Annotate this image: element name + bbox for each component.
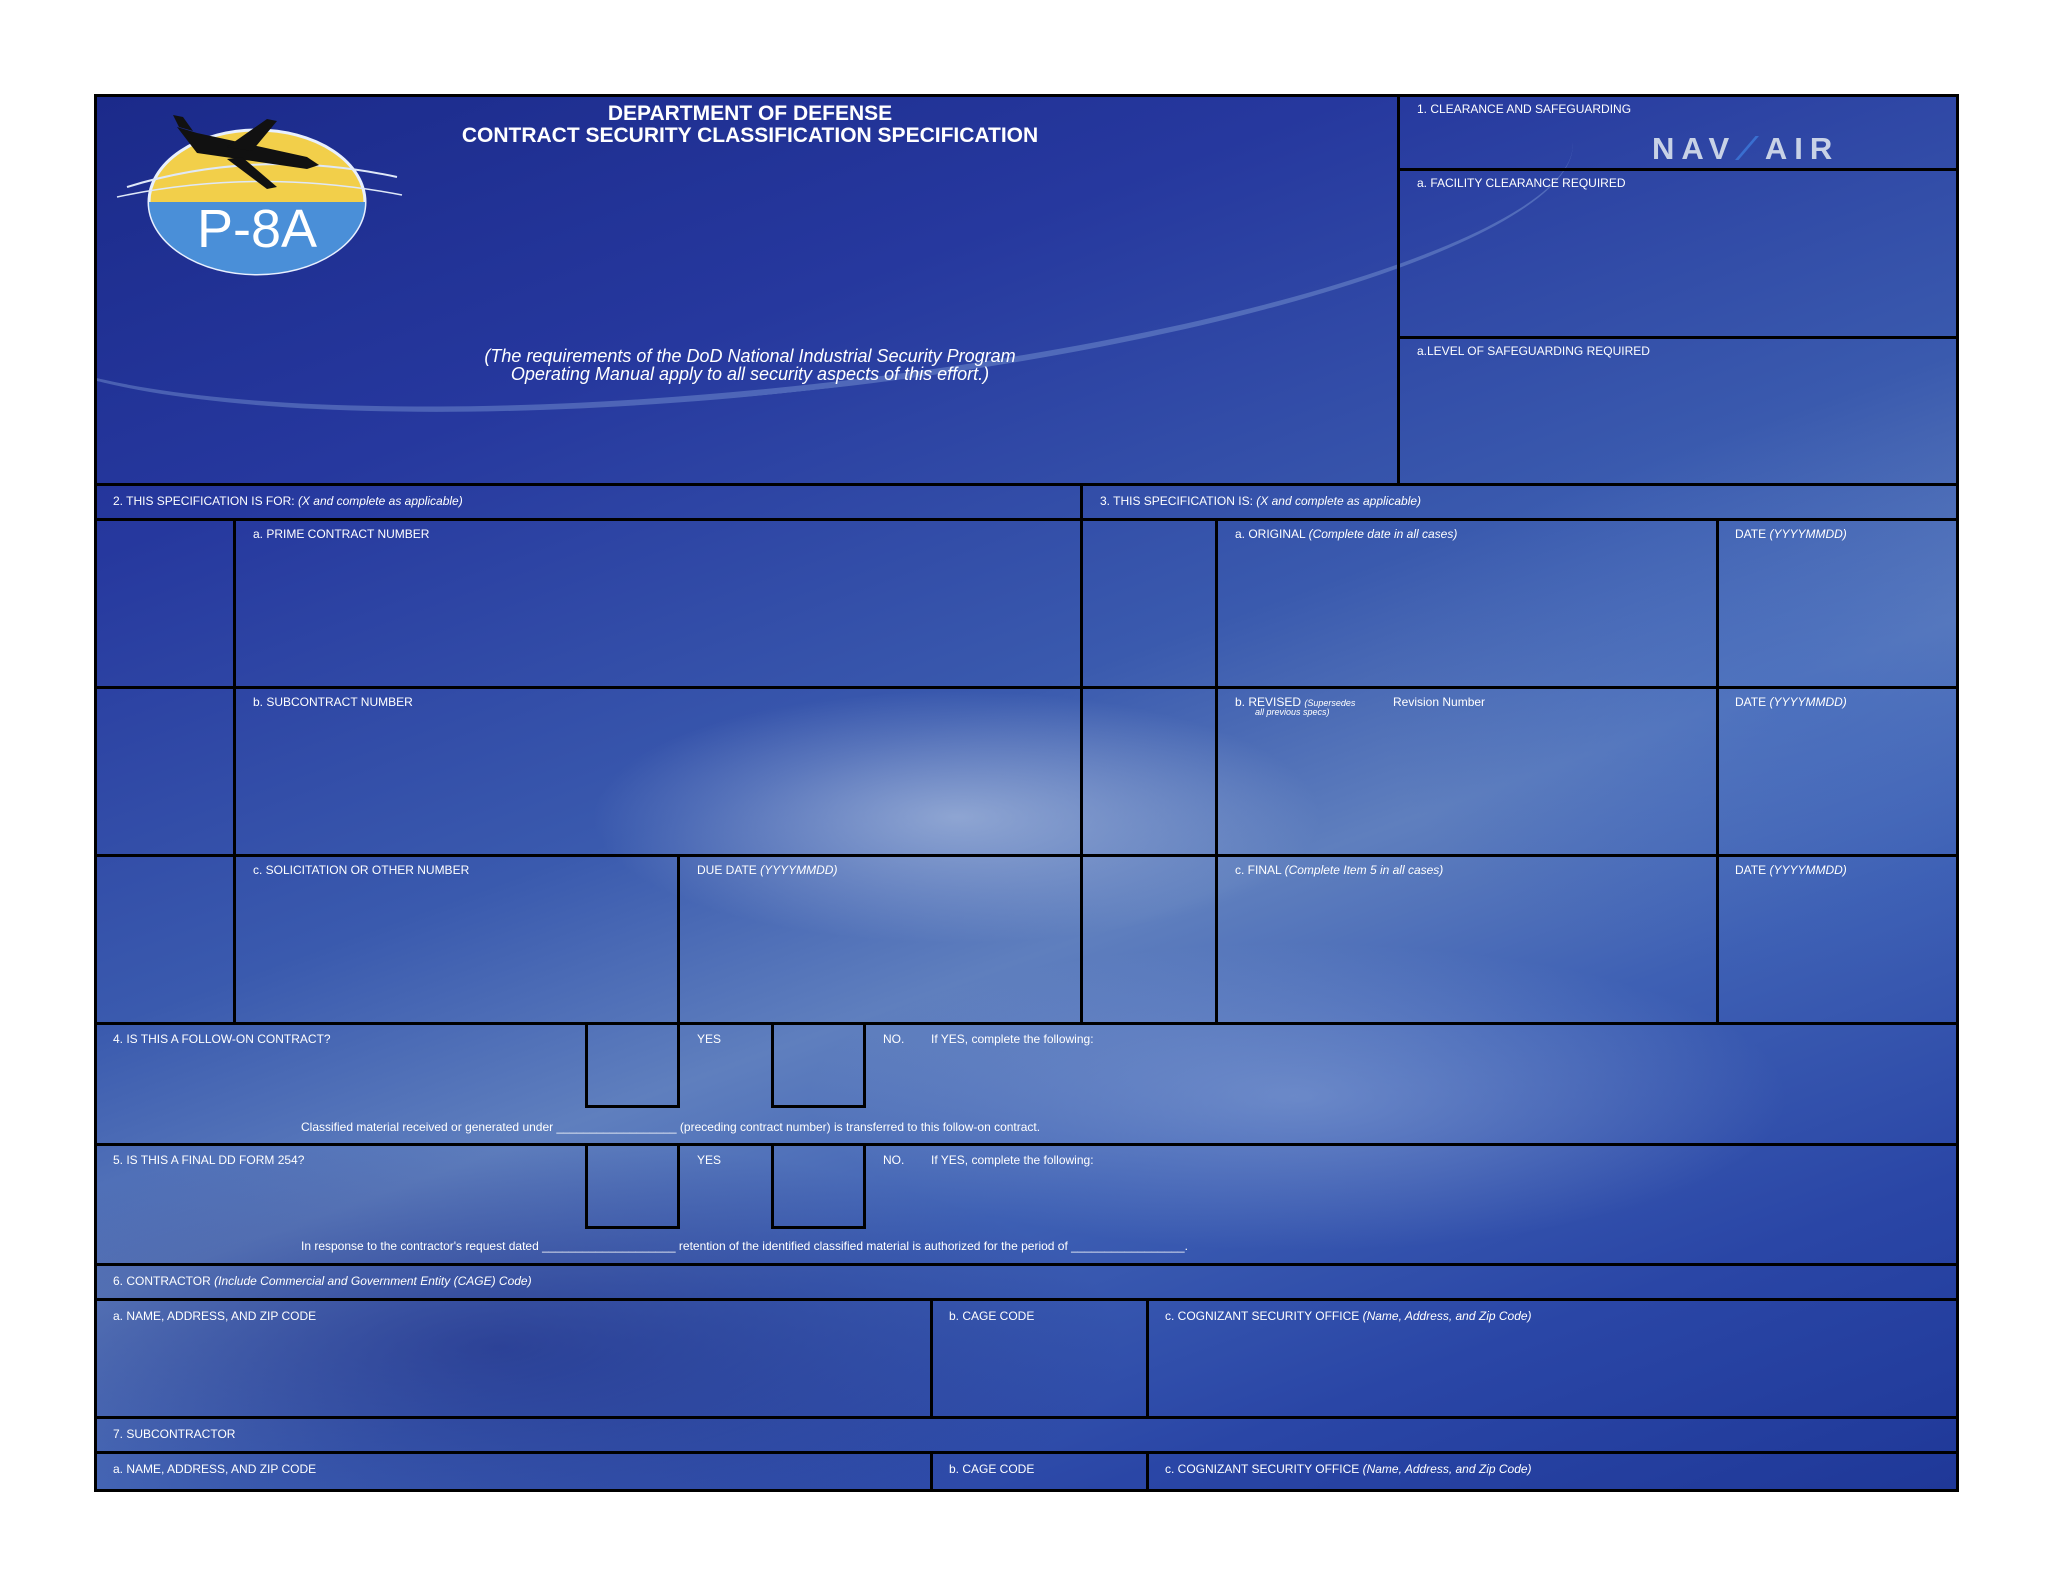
- follow-on-statement: Classified material received or generated under __________________ (preceding contract number) is transferred to this follow-on contract.: [301, 1120, 1041, 1134]
- contractor-cage-field[interactable]: [933, 1301, 1146, 1416]
- contractor-name-field[interactable]: [100, 1301, 930, 1416]
- date-format: (YYYYMMDD): [1769, 863, 1847, 877]
- date-format: (YYYYMMDD): [1769, 527, 1847, 541]
- facility-clearance-field[interactable]: [1400, 171, 1959, 336]
- date-format: (YYYYMMDD): [1769, 695, 1847, 709]
- contractor-cso-note: (Name, Address, and Zip Code): [1362, 1309, 1532, 1323]
- subcontract-checkbox[interactable]: [100, 689, 233, 854]
- original-date-field[interactable]: [1719, 521, 1959, 686]
- divider: [97, 483, 1959, 486]
- section3-title-text: 3. THIS SPECIFICATION IS:: [1100, 494, 1253, 508]
- solicitation-field[interactable]: [236, 857, 677, 1022]
- follow-on-no-checkbox[interactable]: [771, 1022, 866, 1108]
- section3-title: [1100, 494, 1421, 508]
- due-date-field[interactable]: [680, 857, 1080, 1022]
- revised-date-field[interactable]: [1719, 689, 1959, 854]
- solicitation-checkbox[interactable]: [100, 857, 233, 1022]
- contractor-cso-field[interactable]: [1149, 1301, 1959, 1416]
- dd254-form: [94, 94, 1959, 1492]
- revision-number-field[interactable]: [1218, 719, 1716, 854]
- navair-right-text: AIR: [1764, 131, 1840, 166]
- final-dd254-no-checkbox[interactable]: [771, 1143, 866, 1229]
- section2-title-note: (X and complete as applicable): [297, 494, 463, 508]
- subcontractor-name-field[interactable]: [100, 1454, 930, 1492]
- revised-text: b. REVISED: [1235, 695, 1302, 709]
- form-title-line2: CONTRACT SECURITY CLASSIFICATION SPECIFICATION: [461, 124, 1039, 147]
- due-date-text: DUE DATE: [697, 863, 757, 877]
- follow-on-if-yes-label: If YES, complete the following:: [931, 1032, 1094, 1046]
- date-text: DATE: [1735, 527, 1767, 541]
- follow-on-yes-checkbox[interactable]: [585, 1022, 680, 1108]
- safeguarding-level-field[interactable]: [1400, 339, 1959, 483]
- revision-number-label: Revision Number: [1393, 695, 1486, 709]
- navair-logo: [1652, 131, 1839, 168]
- date-text: DATE: [1735, 863, 1767, 877]
- section2-title-text: 2. THIS SPECIFICATION IS FOR:: [113, 494, 295, 508]
- nispom-note-line2: Operating Manual apply to all security aspects of this effort.): [510, 364, 990, 384]
- safeguarding-level-label: a.LEVEL OF SAFEGUARDING REQUIRED: [1417, 344, 1650, 358]
- subcontract-label: b. SUBCONTRACT NUMBER: [253, 695, 413, 709]
- subcontractor-cage-field[interactable]: [933, 1454, 1146, 1492]
- due-date-format: (YYYYMMDD): [760, 863, 838, 877]
- section2-title: [113, 494, 463, 508]
- contractor-cso-text: c. COGNIZANT SECURITY OFFICE: [1165, 1309, 1360, 1323]
- subcontractor-cage-label: b. CAGE CODE: [949, 1462, 1035, 1476]
- logo-text: P-8A: [196, 199, 318, 259]
- form-title-line1: DEPARTMENT OF DEFENSE: [607, 102, 893, 125]
- section4-question: 4. IS THIS A FOLLOW-ON CONTRACT?: [113, 1032, 331, 1046]
- final-dd254-if-yes-label: If YES, complete the following:: [931, 1153, 1094, 1167]
- revised-note-line2: [1255, 707, 1330, 717]
- prime-contract-label: a. PRIME CONTRACT NUMBER: [253, 527, 430, 541]
- final-date-field[interactable]: [1719, 857, 1959, 1022]
- divider: [97, 1263, 1959, 1266]
- final-dd254-no-label: NO.: [883, 1153, 905, 1167]
- navair-left-text: NAV: [1652, 131, 1737, 166]
- original-text: a. ORIGINAL: [1235, 527, 1306, 541]
- section6-title-text: 6. CONTRACTOR: [113, 1274, 211, 1288]
- section1-title: 1. CLEARANCE AND SAFEGUARDING: [1417, 102, 1632, 116]
- revised-checkbox[interactable]: [1083, 689, 1215, 854]
- subcontractor-cso-field[interactable]: [1149, 1454, 1959, 1492]
- section6-title-note: (Include Commercial and Government Entity (CAGE) Code): [214, 1274, 532, 1288]
- divider: [97, 1416, 1959, 1419]
- revised-note-line1: (Supersedes: [1304, 698, 1356, 708]
- navair-swoosh-icon: ⟋: [1736, 131, 1765, 166]
- subcontractor-cso-text: c. COGNIZANT SECURITY OFFICE: [1165, 1462, 1360, 1476]
- prime-contract-checkbox[interactable]: [100, 521, 233, 686]
- final-dd254-yes-label: YES: [697, 1153, 722, 1167]
- solicitation-label: c. SOLICITATION OR OTHER NUMBER: [253, 863, 470, 877]
- date-text: DATE: [1735, 695, 1767, 709]
- contractor-cage-label: b. CAGE CODE: [949, 1309, 1035, 1323]
- section3-title-note: (X and complete as applicable): [1256, 494, 1422, 508]
- subcontract-field[interactable]: [236, 689, 1080, 854]
- divider: [97, 1143, 1959, 1146]
- facility-clearance-label: a. FACILITY CLEARANCE REQUIRED: [1417, 176, 1626, 190]
- original-checkbox[interactable]: [1083, 521, 1215, 686]
- original-field[interactable]: [1218, 521, 1716, 686]
- section6-title: [113, 1274, 532, 1288]
- final-field[interactable]: [1218, 857, 1716, 1022]
- final-note: (Complete Item 5 in all cases): [1284, 863, 1444, 877]
- nispom-note-line1: (The requirements of the DoD National Industrial Security Program: [484, 346, 1016, 366]
- section7-title: 7. SUBCONTRACTOR: [113, 1427, 236, 1441]
- final-text: c. FINAL: [1235, 863, 1282, 877]
- follow-on-yes-label: YES: [697, 1032, 722, 1046]
- contractor-name-label: a. NAME, ADDRESS, AND ZIP CODE: [113, 1309, 317, 1323]
- original-note: (Complete date in all cases): [1308, 527, 1458, 541]
- follow-on-no-label: NO.: [883, 1032, 905, 1046]
- subcontractor-name-label: a. NAME, ADDRESS, AND ZIP CODE: [113, 1462, 317, 1476]
- final-dd254-yes-checkbox[interactable]: [585, 1143, 680, 1229]
- section5-question: 5. IS THIS A FINAL DD FORM 254?: [113, 1153, 305, 1167]
- final-dd254-statement: In response to the contractor's request dated ____________________ retention of the identified classified material is authorized for the period of _________________.: [301, 1239, 1188, 1253]
- prime-contract-field[interactable]: [236, 521, 1080, 686]
- revised-note-line2-text: all previous specs): [1255, 707, 1330, 717]
- final-checkbox[interactable]: [1083, 857, 1215, 1022]
- divider: [97, 1022, 1959, 1025]
- subcontractor-cso-note: (Name, Address, and Zip Code): [1362, 1462, 1532, 1476]
